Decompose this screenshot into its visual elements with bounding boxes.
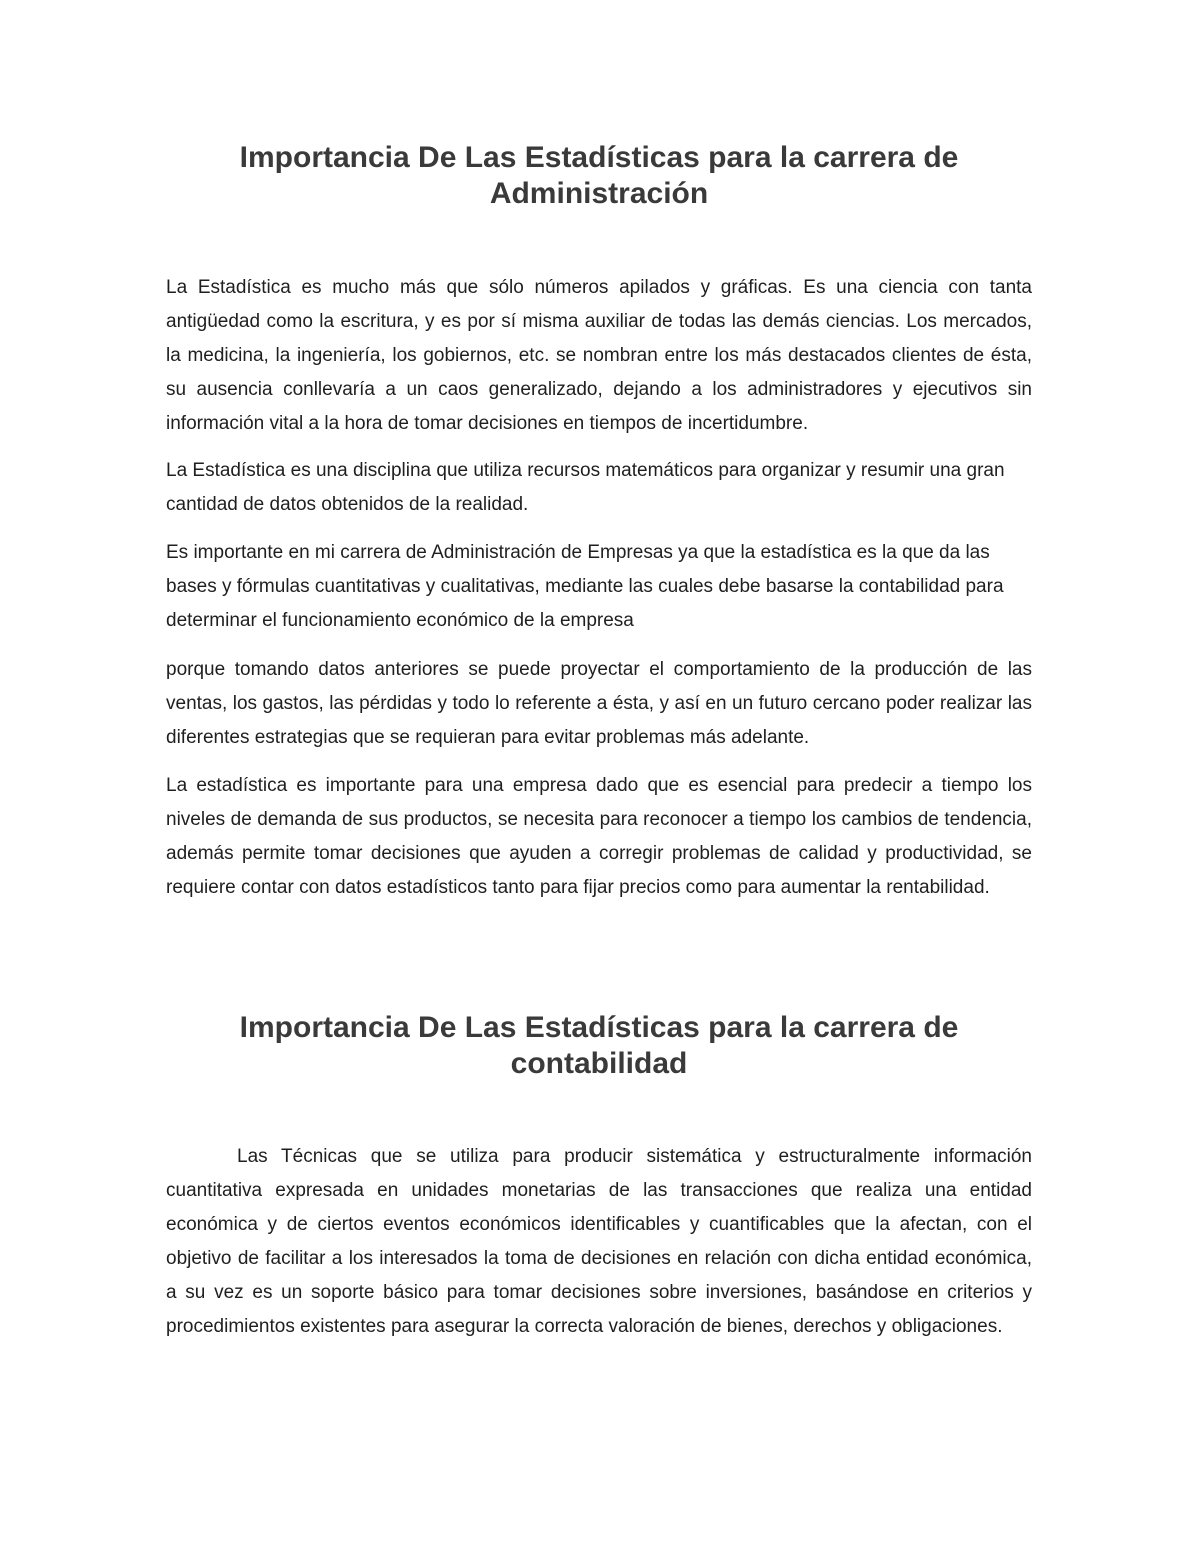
- paragraph: La estadística es importante para una empresa dado que es esencial para predecir a tiempo los niveles de demanda de sus productos, se necesita para reconocer a tiempo los cambios de tendencia, además permite tomar decisiones que ayuden a corregir problemas de calidad y productividad, se requiere contar con datos estadísticos tanto para fijar precios como para aumentar la rentabilidad.: [166, 775, 1032, 898]
- paragraph: La Estadística es mucho más que sólo números apilados y gráficas. Es una ciencia con tanta antigüedad como la escritura, y es por sí misma auxiliar de todas las demás ciencias. Los mercados, la medicina, la ingeniería, los gobiernos, etc. se nombran entre los más destacados clientes de ésta, su ausencia conllevaría a un caos generalizado, dejando a los administradores y ejecutivos sin información vital a la hora de tomar decisiones en tiempos de incertidumbre.: [166, 277, 1032, 434]
- paragraph: porque tomando datos anteriores se puede proyectar el comportamiento de la producción de las ventas, los gastos, las pérdidas y todo lo referente a ésta, y así en un futuro cercano poder realizar las diferentes estrategias que se requieran para evitar problemas más adelante.: [166, 659, 1032, 748]
- paragraph: Las Técnicas que se utiliza para producir sistemática y estructuralmente información cuantitativa expresada en unidades monetarias de las transacciones que realiza una entidad económica y de ciertos eventos económicos identificables y cuantificables que la afectan, con el objetivo de facilitar a los interesados la toma de decisiones en relación con dicha entidad económica, a su vez es un soporte básico para tomar decisiones sobre inversiones, basándose en criterios y procedimientos existentes para asegurar la correcta valoración de bienes, derechos y obligaciones.: [166, 1146, 1032, 1337]
- paragraph: La Estadística es una disciplina que utiliza recursos matemáticos para organizar y resumir una gran cantidad de datos obtenidos de la realidad.: [166, 460, 1005, 515]
- paragraph: Es importante en mi carrera de Administración de Empresas ya que la estadística es la que da las bases y fórmulas cuantitativas y cualitativas, mediante las cuales debe basarse la contabilidad para determinar el funcionamiento económico de la empresa: [166, 542, 1004, 631]
- section-title-administracion: Importancia De Las Estadísticas para la carrera de Administración: [239, 141, 959, 210]
- section-title-contabilidad: Importancia De Las Estadísticas para la carrera de contabilidad: [239, 1011, 959, 1080]
